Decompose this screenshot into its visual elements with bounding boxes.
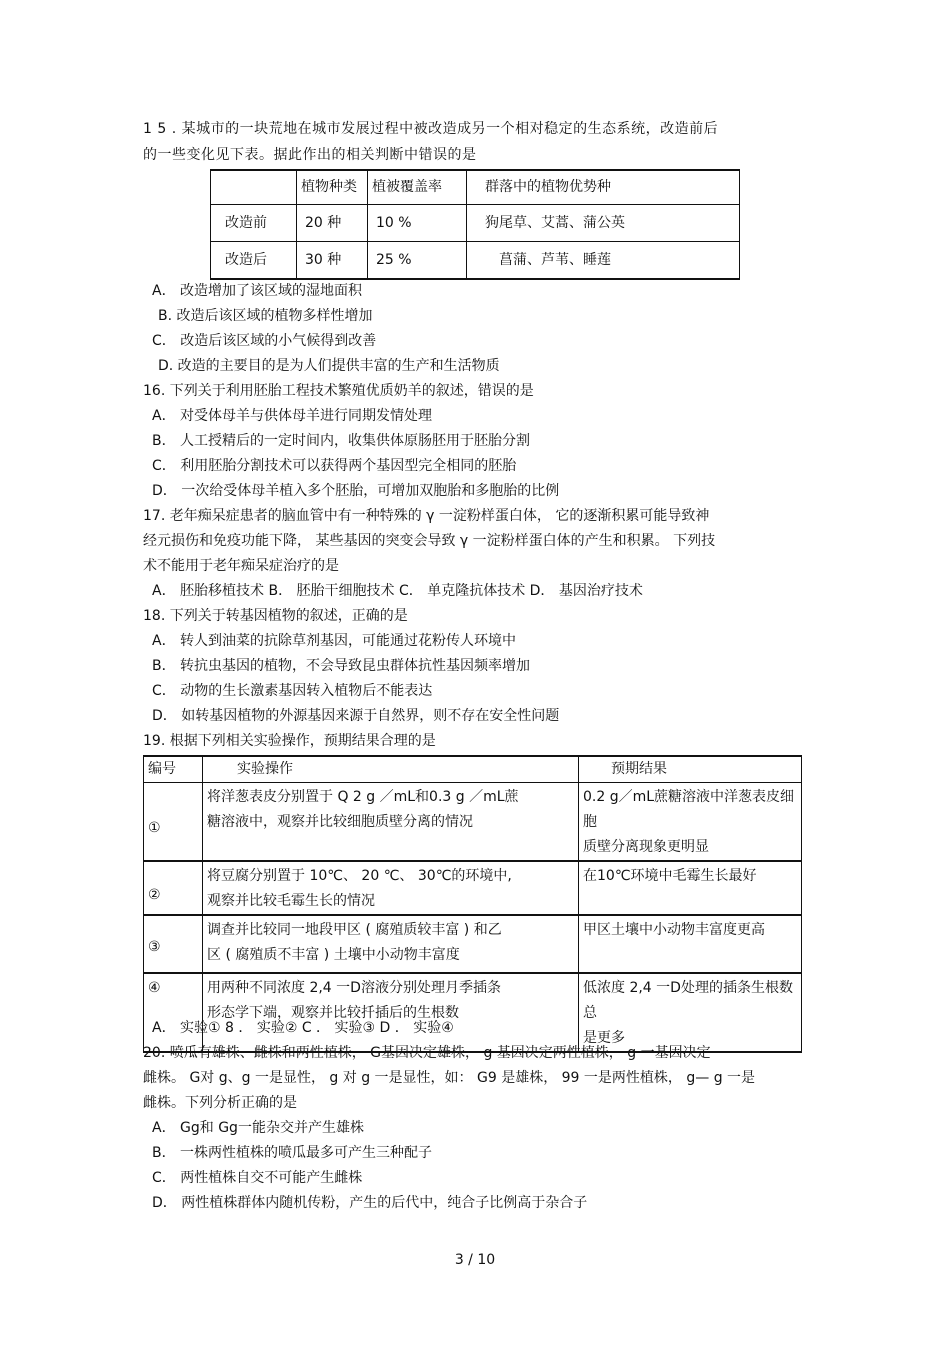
q20-option-c: C． 两性植株自交不可能产生雌株	[152, 1170, 363, 1186]
q15-header-coverage: 植被覆盖率	[368, 170, 467, 204]
q15-row2-dominant: 菖蒲、芦苇、睡莲	[467, 241, 740, 279]
q15-row1-label: 改造前	[211, 204, 297, 241]
q15-row2-species: 30 种	[297, 241, 368, 279]
q19-row4-operation	[203, 973, 579, 1052]
q16-stem: 16. 下列关于利用胚胎工程技术繁殖优质奶羊的叙述，错误的是	[143, 383, 534, 399]
q19-table	[143, 755, 802, 1053]
q15-table	[210, 169, 740, 280]
q19-row4-result	[579, 973, 802, 1052]
q19-row2-op-line1: 将豆腐分别置于 10℃、 20 ℃、 30℃的环境中,	[207, 868, 512, 884]
q17-options: A． 胚胎移植技术 B． 胚胎干细胞技术 C． 单克隆抗体技术 D． 基因治疗技术	[152, 583, 643, 599]
q19-row4-res-line2: 是更多	[583, 1030, 625, 1046]
q19-row4-op-line1: 用两种不同浓度 2,4 一D溶液分别处理月季插条	[207, 980, 501, 996]
table-row	[144, 973, 802, 1052]
q19-row3-id: ③	[144, 915, 203, 973]
q19-row1-operation	[203, 783, 579, 862]
table-row	[144, 915, 802, 973]
q19-header-result: 预期结果	[579, 756, 802, 783]
q15-row1-species: 20 种	[297, 204, 368, 241]
q15-stem-line2: 的一些变化见下表。据此作出的相关判断中错误的是	[143, 147, 477, 163]
q20-option-d: D． 两性植株群体内随机传粉，产生的后代中，纯合子比例高于杂合子	[152, 1195, 588, 1211]
q19-row1-res-line1: 0.2 g／mL蔗糖溶液中洋葱表皮细胞	[583, 789, 795, 830]
q15-row1-dominant: 狗尾草、艾蒿、蒲公英	[467, 204, 740, 241]
q19-row1-res-line2: 质壁分离现象更明显	[583, 839, 709, 855]
q18-option-a: A． 转人到油菜的抗除草剂基因，可能通过花粉传人环境中	[152, 633, 517, 649]
q19-row4-res-line1: 低浓度 2,4 一D处理的插条生根数总	[583, 980, 793, 1021]
q20-stem-line2: 雌株。 G对 g、g 一是显性， g 对 g 一是显性，如： G9 是雄株， 99 一是两性植株， g— g 一是	[143, 1070, 756, 1086]
table-row	[144, 783, 802, 862]
q18-option-d: D． 如转基因植物的外源基因来源于自然界，则不存在安全性问题	[152, 708, 560, 724]
q15-stem-line1: 1 5 . 某城市的一块荒地在城市发展过程中被改造成另一个相对稳定的生态系统，改造前后	[143, 121, 719, 137]
q19-header-operation: 实验操作	[203, 756, 579, 783]
q15-option-c: C． 改造后该区域的小气候得到改善	[152, 333, 377, 349]
page-number: 3 / 10	[454, 1252, 496, 1268]
q18-option-b: B． 转抗虫基因的植物，不会导致昆虫群体抗性基因频率增加	[152, 658, 531, 674]
q19-row4-id: ④	[144, 973, 203, 1052]
q15-option-b: B. 改造后该区域的植物多样性增加	[158, 308, 373, 324]
q19-row3-res-line1: 甲区土壤中小动物丰富度更高	[583, 922, 765, 938]
q19-row3-op-line2: 区 ( 腐殖质不丰富 ) 土壤中小动物丰富度	[207, 947, 460, 963]
q16-option-d: D． 一次给受体母羊植入多个胚胎，可增加双胞胎和多胞胎的比例	[152, 483, 560, 499]
q19-options: A． 实验① 8 ． 实验② C ． 实验③ D ． 实验④	[152, 1020, 454, 1036]
q15-header-blank	[211, 170, 297, 204]
q19-row1-op-line2: 糖溶液中，观察并比较细胞质壁分离的情况	[207, 814, 473, 830]
q15-row2-coverage: 25 %	[368, 241, 467, 279]
q19-row2-res-line1: 在10℃环境中毛霉生长最好	[583, 868, 757, 884]
q16-option-a: A． 对受体母羊与供体母羊进行同期发情处理	[152, 408, 433, 424]
q19-row2-op-line2: 观察并比较毛霉生长的情况	[207, 893, 375, 909]
q19-row3-op-line1: 调查并比较同一地段甲区 ( 腐殖质较丰富 ) 和乙	[207, 922, 502, 938]
q19-row4-op-line2: 形态学下端，观察并比较扦插后的生根数	[207, 1005, 459, 1021]
q15-row1-coverage: 10 %	[368, 204, 467, 241]
q19-row3-operation	[203, 915, 579, 973]
q18-stem: 18. 下列关于转基因植物的叙述，正确的是	[143, 608, 408, 624]
q19-row1-result	[579, 783, 802, 862]
q15-option-d: D. 改造的主要目的是为人们提供丰富的生产和生活物质	[158, 358, 500, 374]
q19-row2-operation	[203, 861, 579, 915]
q20-stem-line3: 雌株。下列分析正确的是	[143, 1095, 297, 1111]
q15-option-a: A． 改造增加了该区域的湿地面积	[152, 283, 363, 299]
q17-stem-line1: 17. 老年痴呆症患者的脑血管中有一种特殊的 γ 一淀粉样蛋白体， 它的逐渐积累可能导致神	[143, 508, 710, 524]
q19-row1-op-line1: 将洋葱表皮分别置于 Q 2 g ／mL和0.3 g ／mL蔗	[207, 789, 519, 805]
q20-stem-line1: 20. 喷瓜有雄株、雌株和两性植株， G基因决定雄株， g 基因决定两性植株， g 一基因决定	[143, 1045, 711, 1061]
q18-option-c: C． 动物的生长激素基因转入植物后不能表达	[152, 683, 433, 699]
table-row	[144, 861, 802, 915]
q15-header-species: 植物种类	[297, 170, 368, 204]
q17-stem-line3: 术不能用于老年痴呆症治疗的是	[143, 558, 339, 574]
q19-row2-result	[579, 861, 802, 915]
q16-option-c: C． 利用胚胎分割技术可以获得两个基因型完全相同的胚胎	[152, 458, 517, 474]
q19-row2-id: ②	[144, 861, 203, 915]
q20-option-a: A． Gg和 Gg一能杂交并产生雄株	[152, 1120, 364, 1136]
q17-stem-line2: 经元损伤和免疫功能下降， 某些基因的突变会导致 γ 一淀粉样蛋白体的产生和积累。 下列技	[143, 533, 716, 549]
q15-header-dominant: 群落中的植物优势种	[467, 170, 740, 204]
q19-stem: 19. 根据下列相关实验操作，预期结果合理的是	[143, 733, 436, 749]
q20-option-b: B． 一株两性植株的喷瓜最多可产生三种配子	[152, 1145, 433, 1161]
q19-header-id: 编号	[144, 756, 203, 783]
q19-row1-id: ①	[144, 783, 203, 862]
q16-option-b: B． 人工授精后的一定时间内，收集供体原肠胚用于胚胎分割	[152, 433, 531, 449]
q15-row2-label: 改造后	[211, 241, 297, 279]
q19-row3-result	[579, 915, 802, 973]
